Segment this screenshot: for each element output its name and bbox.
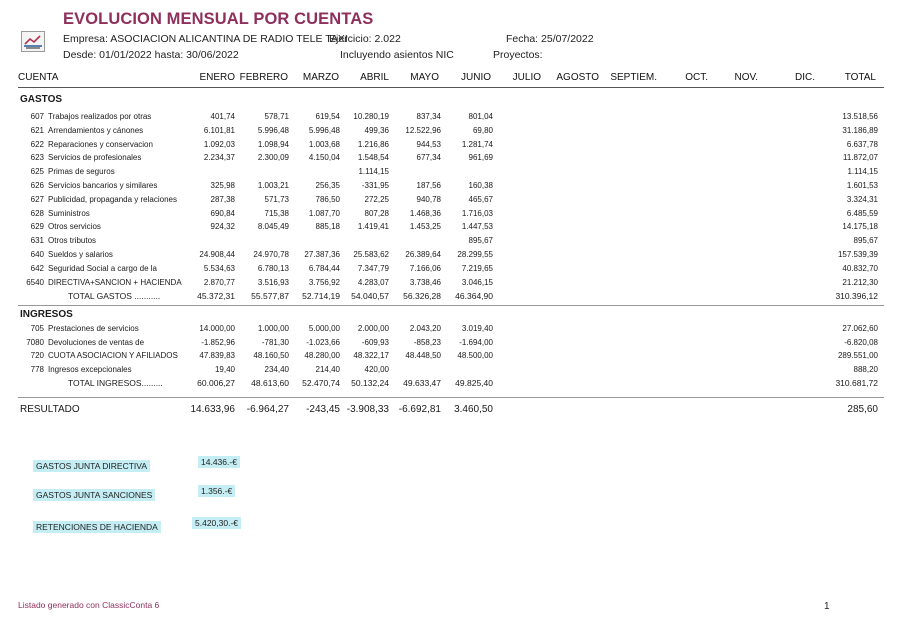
month-value: 944,53 [416, 139, 441, 149]
account-code: 778 [30, 364, 44, 374]
month-value: 1.548,54 [357, 153, 389, 163]
table-row [0, 324, 900, 337]
row-total: 31.186,89 [842, 125, 878, 135]
table-row [0, 222, 900, 235]
note-label: GASTOS JUNTA SANCIONES [33, 489, 155, 501]
row-total: 310.396,12 [835, 291, 878, 302]
row-total: 157.539,39 [837, 250, 878, 259]
account-code: 625 [30, 167, 44, 177]
row-total: 40.832,70 [842, 263, 878, 273]
column-header-month: ENERO [199, 72, 235, 83]
account-name: TOTAL INGRESOS......... [68, 378, 163, 389]
month-value: 499,36 [364, 125, 389, 135]
month-value: 401,74 [210, 112, 235, 121]
ejercicio-label: Ejercicio: 2.022 [329, 33, 401, 45]
month-value: 6.780,13 [257, 263, 289, 273]
row-total: 1.601,53 [846, 181, 878, 190]
column-header-month: MAYO [410, 72, 439, 83]
account-code: 628 [30, 208, 44, 218]
report-title: EVOLUCION MENSUAL POR CUENTAS [63, 10, 374, 28]
month-value: 45.372,31 [197, 291, 235, 302]
account-code: 705 [30, 324, 44, 333]
month-value: 52.714,19 [302, 291, 340, 302]
month-value: 2.234,37 [203, 153, 235, 163]
header-rule [18, 87, 884, 88]
month-value: 25.583,62 [353, 250, 389, 259]
account-name: TOTAL GASTOS ........... [68, 291, 161, 302]
month-value: -6.964,27 [246, 404, 289, 415]
month-value: 3.046,15 [461, 277, 493, 287]
month-value: 27.387,36 [304, 250, 340, 259]
column-header-month: FEBRERO [239, 72, 288, 83]
row-total: 310.681,72 [835, 378, 878, 389]
month-value: 3.756,92 [308, 277, 340, 287]
month-value: 52.470,74 [302, 378, 340, 389]
month-value: 187,56 [416, 181, 441, 190]
month-value: 14.000,00 [199, 324, 235, 333]
account-name: Arrendamientos y cánones [48, 125, 144, 135]
month-value: 1.092,03 [203, 139, 235, 149]
table-row [0, 338, 900, 351]
row-total: 21.212,30 [842, 277, 878, 287]
proyectos-label: Proyectos: [493, 49, 543, 61]
month-value: 1.419,41 [357, 222, 389, 232]
month-value: 49.825,40 [455, 378, 493, 389]
row-total: 895,67 [853, 236, 878, 246]
row-total: 888,20 [853, 364, 878, 374]
column-header-month: SEPTIEM. [610, 72, 657, 83]
column-header-total: TOTAL [844, 72, 876, 83]
account-code: 607 [30, 112, 44, 121]
account-name: Trabajos realizados por otras [48, 112, 152, 121]
month-value: 47.839,83 [199, 351, 235, 361]
account-name: Ingresos excepcionales [48, 364, 132, 374]
row-total: 13.518,56 [842, 112, 878, 121]
month-value: 10.280,19 [353, 112, 389, 121]
month-value: 48.160,50 [253, 351, 289, 361]
table-row [0, 351, 900, 364]
month-value: 3.019,40 [461, 324, 493, 333]
month-value: 69,80 [472, 125, 493, 135]
total-row [0, 378, 900, 391]
month-value: 807,28 [364, 208, 389, 218]
month-value: 54.040,57 [351, 291, 389, 302]
month-value: 6.784,44 [308, 263, 340, 273]
month-value: 14.633,96 [190, 404, 235, 415]
row-total: 14.175,18 [842, 222, 878, 232]
account-code: 640 [30, 250, 44, 259]
month-value: 2.300,09 [257, 153, 289, 163]
fecha-label: Fecha: 25/07/2022 [506, 33, 594, 45]
month-value: 7.347,79 [357, 263, 389, 273]
column-header-month: JUNIO [461, 72, 491, 83]
row-total: 6.637,78 [846, 139, 878, 149]
account-code: 720 [30, 351, 44, 361]
row-total: 3.324,31 [846, 194, 878, 204]
account-name: CUOTA ASOCIACION Y AFILIADOS [48, 351, 178, 361]
month-value: 12.522,96 [405, 125, 441, 135]
account-code: 7080 [26, 337, 44, 347]
table-row [0, 236, 900, 249]
account-code: 629 [30, 222, 44, 232]
section-ingresos-label: INGRESOS [20, 309, 73, 320]
column-header-month: OCT. [685, 72, 708, 83]
column-header-month: NOV. [734, 72, 758, 83]
month-value: 4.150,04 [308, 153, 340, 163]
table-row [0, 140, 900, 153]
note-value: 1.356.-€ [198, 485, 235, 497]
month-value: -6.692,81 [398, 404, 441, 415]
month-value: 571,73 [264, 194, 289, 204]
empresa-label: Empresa: ASOCIACION ALICANTINA DE RADIO TELE TAXI [63, 33, 348, 45]
column-header-month: MARZO [302, 72, 339, 83]
month-value: 3.516,93 [257, 277, 289, 287]
month-value: 48.613,60 [251, 378, 289, 389]
month-value: 1.216,86 [357, 139, 389, 149]
month-value: 924,32 [210, 222, 235, 232]
column-header-cuenta: CUENTA [18, 72, 59, 83]
date-range-label: Desde: 01/01/2022 hasta: 30/06/2022 [63, 49, 239, 61]
month-value: -3.908,33 [346, 404, 389, 415]
month-value: 4.283,07 [357, 277, 389, 287]
table-row [0, 167, 900, 180]
account-name: Primas de seguros [48, 167, 115, 177]
note-label: GASTOS JUNTA DIRECTIVA [33, 460, 150, 472]
account-name: Seguridad Social a cargo de la [48, 263, 157, 273]
account-code: 622 [30, 139, 44, 149]
month-value: 3.738,46 [409, 277, 441, 287]
account-name: DIRECTIVA+SANCION + HACIENDA [48, 277, 182, 287]
month-value: 287,38 [210, 194, 235, 204]
month-value: 8.045,49 [257, 222, 289, 232]
month-value: 690,84 [210, 208, 235, 218]
month-value: 1.003,21 [257, 181, 289, 190]
account-name: Sueldos y salarios [48, 250, 113, 259]
row-total: 6.485,59 [846, 208, 878, 218]
table-row [0, 195, 900, 208]
account-name: Otros tributos [48, 236, 97, 246]
account-code: 621 [30, 125, 44, 135]
nic-label: Incluyendo asientos NIC [340, 49, 454, 61]
month-value: -858,23 [413, 337, 441, 347]
account-code: 627 [30, 194, 44, 204]
month-value: 48.500,00 [457, 351, 493, 361]
account-code: 631 [30, 236, 44, 246]
month-value: 1.716,03 [461, 208, 493, 218]
month-value: 1.281,74 [461, 139, 493, 149]
column-header-month: ABRIL [360, 72, 389, 83]
month-value: 1.087,70 [308, 208, 340, 218]
footer-text: Listado generado con ClassicConta 6 [18, 600, 160, 610]
month-value: 1.003,68 [308, 139, 340, 149]
account-code: 642 [30, 263, 44, 273]
month-value: 46.364,90 [455, 291, 493, 302]
table-row [0, 153, 900, 166]
account-name: Suministros [48, 208, 90, 218]
month-value: 48.322,17 [353, 351, 389, 361]
account-name: RESULTADO [20, 404, 80, 415]
total-row [0, 291, 900, 304]
month-value: 2.043,20 [409, 324, 441, 333]
table-row [0, 250, 900, 263]
table-row [0, 112, 900, 125]
row-total: 289.551,00 [837, 351, 878, 361]
month-value: -1.023,66 [306, 337, 340, 347]
month-value: 48.280,00 [304, 351, 340, 361]
month-value: 49.633,47 [403, 378, 441, 389]
result-row [0, 404, 900, 417]
month-value: 55.577,87 [251, 291, 289, 302]
account-name: Otros servicios [48, 222, 101, 232]
month-value: 895,67 [468, 236, 493, 246]
month-value: 48.448,50 [405, 351, 441, 361]
month-value: 28.299,55 [457, 250, 493, 259]
account-name: Prestaciones de servicios [48, 324, 139, 333]
note-label: RETENCIONES DE HACIENDA [33, 521, 161, 533]
table-row [0, 264, 900, 277]
column-header-month: AGOSTO [556, 72, 599, 83]
month-value: 465,67 [468, 194, 493, 204]
month-value: 885,18 [315, 222, 340, 232]
month-value: 3.460,50 [454, 404, 493, 415]
column-header-month: JULIO [512, 72, 541, 83]
account-name: Devoluciones de ventas de [48, 337, 145, 347]
table-row [0, 181, 900, 194]
account-code: 626 [30, 181, 44, 190]
month-value: 2.870,77 [203, 277, 235, 287]
month-value: 6.101,81 [203, 125, 235, 135]
row-total: 1.114,15 [847, 167, 878, 177]
month-value: 7.219,65 [461, 263, 493, 273]
month-value: 1.447,53 [461, 222, 493, 232]
column-header-month: DIC. [795, 72, 815, 83]
month-value: 24.970,78 [253, 250, 289, 259]
month-value: 619,54 [315, 112, 340, 121]
section-divider [18, 305, 884, 306]
month-value: -243,45 [306, 404, 340, 415]
month-value: 256,35 [315, 181, 340, 190]
month-value: 5.996,48 [308, 125, 340, 135]
month-value: 56.326,28 [403, 291, 441, 302]
month-value: -1.852,96 [201, 337, 235, 347]
account-code: 623 [30, 153, 44, 163]
account-name: Servicios bancarios y similares [48, 181, 158, 190]
account-name: Publicidad, propaganda y relaciones [48, 194, 177, 204]
note-value: 14.436.-€ [198, 456, 240, 468]
month-value: 234,40 [264, 364, 289, 374]
month-value: 715,38 [264, 208, 289, 218]
month-value: 1.000,00 [257, 324, 289, 333]
section-divider [18, 397, 884, 398]
month-value: 5.534,63 [203, 263, 235, 273]
month-value: 837,34 [416, 112, 441, 121]
month-value: 19,40 [214, 364, 235, 374]
month-value: 801,04 [468, 112, 493, 121]
page-number: 1 [824, 601, 830, 612]
month-value: 60.006,27 [197, 378, 235, 389]
row-total: -6.820,08 [844, 337, 878, 347]
month-value: -331,95 [361, 181, 389, 190]
month-value: -609,93 [361, 337, 389, 347]
month-value: 1.468,36 [409, 208, 441, 218]
row-total: 285,60 [847, 404, 878, 415]
section-gastos-label: GASTOS [20, 94, 63, 105]
month-value: 961,69 [468, 153, 493, 163]
table-row [0, 126, 900, 139]
month-value: 214,40 [315, 364, 340, 374]
month-value: 786,50 [315, 194, 340, 204]
month-value: 1.098,94 [257, 139, 289, 149]
table-row [0, 365, 900, 378]
row-total: 11.872,07 [843, 153, 878, 163]
month-value: -1.694,00 [459, 337, 493, 347]
month-value: 5.996,48 [257, 125, 289, 135]
month-value: -781,30 [261, 337, 289, 347]
account-name: Reparaciones y conservacion [48, 139, 153, 149]
month-value: 1.114,15 [358, 167, 389, 177]
month-value: 578,71 [264, 112, 289, 121]
month-value: 26.389,64 [405, 250, 441, 259]
account-name: Servicios de profesionales [48, 153, 142, 163]
month-value: 2.000,00 [357, 324, 389, 333]
month-value: 160,38 [468, 181, 493, 190]
month-value: 5.000,00 [308, 324, 340, 333]
month-value: 7.166,06 [409, 263, 441, 273]
month-value: 420,00 [364, 364, 389, 374]
month-value: 272,25 [364, 194, 389, 204]
month-value: 940,78 [416, 194, 441, 204]
account-code: 6540 [26, 277, 44, 287]
chart-logo-icon [21, 31, 45, 52]
month-value: 1.453,25 [409, 222, 441, 232]
note-value: 5.420,30.-€ [192, 517, 241, 529]
table-row [0, 209, 900, 222]
month-value: 677,34 [416, 153, 441, 163]
month-value: 24.908,44 [199, 250, 235, 259]
month-value: 325,98 [210, 181, 235, 190]
row-total: 27.062,60 [842, 324, 878, 333]
table-row [0, 278, 900, 291]
month-value: 50.132,24 [351, 378, 389, 389]
